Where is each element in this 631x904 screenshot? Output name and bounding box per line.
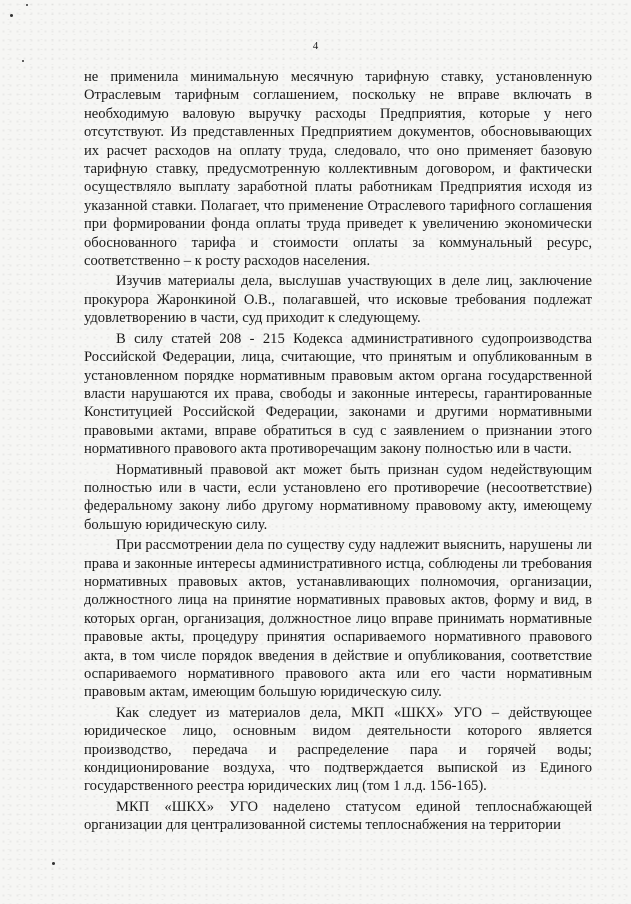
scan-speck: [10, 14, 13, 17]
paragraph: не применила минимальную месячную тарифную ставку, установленную Отраслевым тарифным соглашением, поскольку не вправе включать в необходимую валовую выручку расходы Предприятия, которые у него отсутствуют. Из представленных Предприятием документов, обосновывающих их расчет расходов на оплату труда, следовало, что оно применяет базовую тарифную ставку, предусмотренную коллективным договором, и фактически осуществляло выплату заработной платы работникам Предприятия исходя из указанной ставки. Полагает, что применение Отраслевого тарифного соглашения при формировании фонда оплаты труда приведет к увеличению экономически обоснованного тарифа и стоимости оплаты за коммунальный ресурс, соответственно – к росту расходов населения.: [84, 69, 592, 270]
paragraph: Как следует из материалов дела, МКП «ШКХ» УГО – действующее юридическое лицо, основным видом деятельности которого является производство, передача и распределение пара и горячей воды; кондиционирование воздуха, что подтверждается выпиской из Единого государственного реестра юридических лиц (том 1 л.д. 156-165).: [84, 704, 592, 795]
paragraph: Нормативный правовой акт может быть признан судом недействующим полностью или в части, если установлено его противоречие (несоответствие) федеральному закону либо другому нормативному правовому акту, имеющему большую юридическую силу.: [84, 461, 592, 533]
scan-speck: [22, 60, 24, 62]
scan-speck: [52, 862, 55, 865]
scan-speck: [26, 4, 28, 6]
paragraph: При рассмотрении дела по существу суду надлежит выяснить, нарушены ли права и законные интересы административного истца, соблюдены ли требования нормативных правовых актов, устанавливающих полномочия, организации, должностного лица на принятие нормативных правовых актов, форму и вид, в которых орган, организация, должностное лицо вправе принимать нормативные правовые акты, процедуру принятия оспариваемого нормативного правового акта, в том числе порядок введения в действие и опубликования, соответствие оспариваемого нормативного правового акта или его части нормативным правовым актам, имеющим большую юридическую силу.: [84, 537, 592, 701]
page-number: 4: [312, 40, 319, 52]
document-body: [84, 68, 592, 835]
paragraph: В силу статей 208 - 215 Кодекса административного судопроизводства Российской Федерации, лица, считающие, что принятым и опубликованным в установленном порядке нормативным правовым актом органа государственной власти нарушаются их права, свободы и законные интересы, гарантированные Конституцией Российской Федерации, законами и другими нормативными правовыми актами, вправе обратиться в суд с заявлением о признании этого нормативного правового акта противоречащим закону полностью или в части.: [84, 330, 592, 458]
paragraph: Изучив материалы дела, выслушав участвующих в деле лиц, заключение прокурора Жаронкиной О.В., полагавшей, что исковые требования подлежат удовлетворению в части, суд приходит к следующему.: [84, 273, 592, 327]
paragraph: МКП «ШКХ» УГО наделено статусом единой теплоснабжающей организации для централизованной системы теплоснабжения на территории: [84, 798, 592, 834]
